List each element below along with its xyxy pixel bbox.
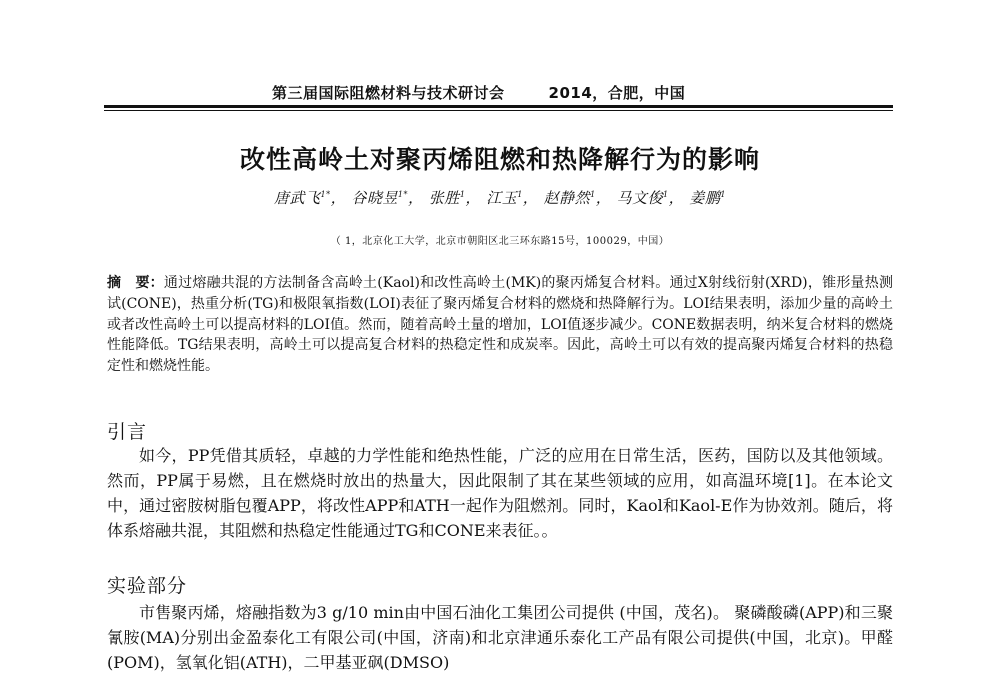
section-heading-introduction: 引言 bbox=[107, 421, 148, 443]
author-mark: 1* bbox=[397, 190, 409, 199]
author-name: 张胜 bbox=[428, 189, 460, 207]
header-rule-thick bbox=[104, 105, 893, 108]
author-mark: 1 bbox=[517, 190, 523, 199]
abstract-label: 摘 要： bbox=[107, 275, 164, 291]
abstract-text: 通过熔融共混的方法制备含高岭土(Kaol)和改性高岭土(MK)的聚丙烯复合材料。通过X射线衍射(XRD)，锥形量热测试(CONE)，热重分析(TG)和极限氧指数(LOI)表征了聚丙烯复合材料的燃烧和热降解行为。LOI结果表明，添加少量的高岭土或者改性高岭土可以提高材料的LOI值。然而，随着高岭土量的增加，LOI值逐步减少。CONE数据表明，纳米复合材料的燃烧性能降低。TG结果表明，高岭土可以提高复合材料的热稳定性和成炭率。因此，高岭土可以有效的提高聚丙烯复合材料的热稳定性和燃烧性能。 bbox=[107, 275, 893, 375]
author-name: 姜鹏 bbox=[689, 189, 721, 207]
affiliation: （ 1，北京化工大学，北京市朝阳区北三环东路15号，100029，中国） bbox=[330, 236, 670, 247]
running-header bbox=[272, 82, 732, 103]
author-mark: 1 bbox=[590, 190, 596, 199]
abstract bbox=[107, 273, 893, 377]
author-name: 唐武飞 bbox=[274, 189, 321, 207]
section-body-introduction: 如今，PP凭借其质轻，卓越的力学性能和绝热性能，广泛的应用在日常生活，医药，国防以及其他领域。然而，PP属于易燃，且在燃烧时放出的热量大，因此限制了其在某些领域的应用，如高温环境[1]。在本论文中，通过密胺树脂包覆APP，将改性APP和ATH一起作为阻燃剂。同时，Kaol和Kaol-E作为协效剂。随后，将体系熔融共混，其阻燃和热稳定性能通过TG和CONE来表征。。 bbox=[107, 446, 893, 540]
author-name: 赵静然 bbox=[543, 189, 591, 207]
conference-name: 第三届国际阻燃材料与技术研讨会 bbox=[272, 84, 505, 102]
author-mark: 1 bbox=[720, 190, 726, 199]
author-mark: 1 bbox=[662, 190, 669, 199]
section-body-experimental: 市售聚丙烯，熔融指数为3 g/10 min由中国石油化工集团公司提供 (中国，茂名)。 聚磷酸磷(APP)和三聚氰胺(MA)分别出金盈泰化工有限公司(中国，济南)和北京津通乐泰化工产品有限公司提供(中国，北京)。甲醛(POM)，氢氧化铝(ATH)，二甲基亚砜(DMSO) bbox=[107, 603, 893, 672]
header-rule-thin bbox=[104, 110, 893, 111]
author-mark: 1* bbox=[320, 190, 331, 199]
author-name: 江玉 bbox=[486, 189, 518, 207]
author-list: 唐武飞$^{1*}$， 谷晓昱$^{1*}$， 张胜$^1$， 江玉$^1$， 赵静然$^1$， 马文俊$^1$， 姜鹏$^1$ bbox=[274, 189, 726, 207]
conference-date-location: 2014，合肥，中国 bbox=[548, 84, 686, 102]
paper-title: 改性高岭土对聚丙烯阻燃和热降解行为的影响 bbox=[239, 145, 760, 174]
author-name: 谷晓昱 bbox=[351, 189, 398, 207]
author-name: 马文俊 bbox=[616, 189, 663, 207]
author-mark: 1 bbox=[459, 190, 466, 199]
section-heading-experimental: 实验部分 bbox=[107, 575, 188, 597]
